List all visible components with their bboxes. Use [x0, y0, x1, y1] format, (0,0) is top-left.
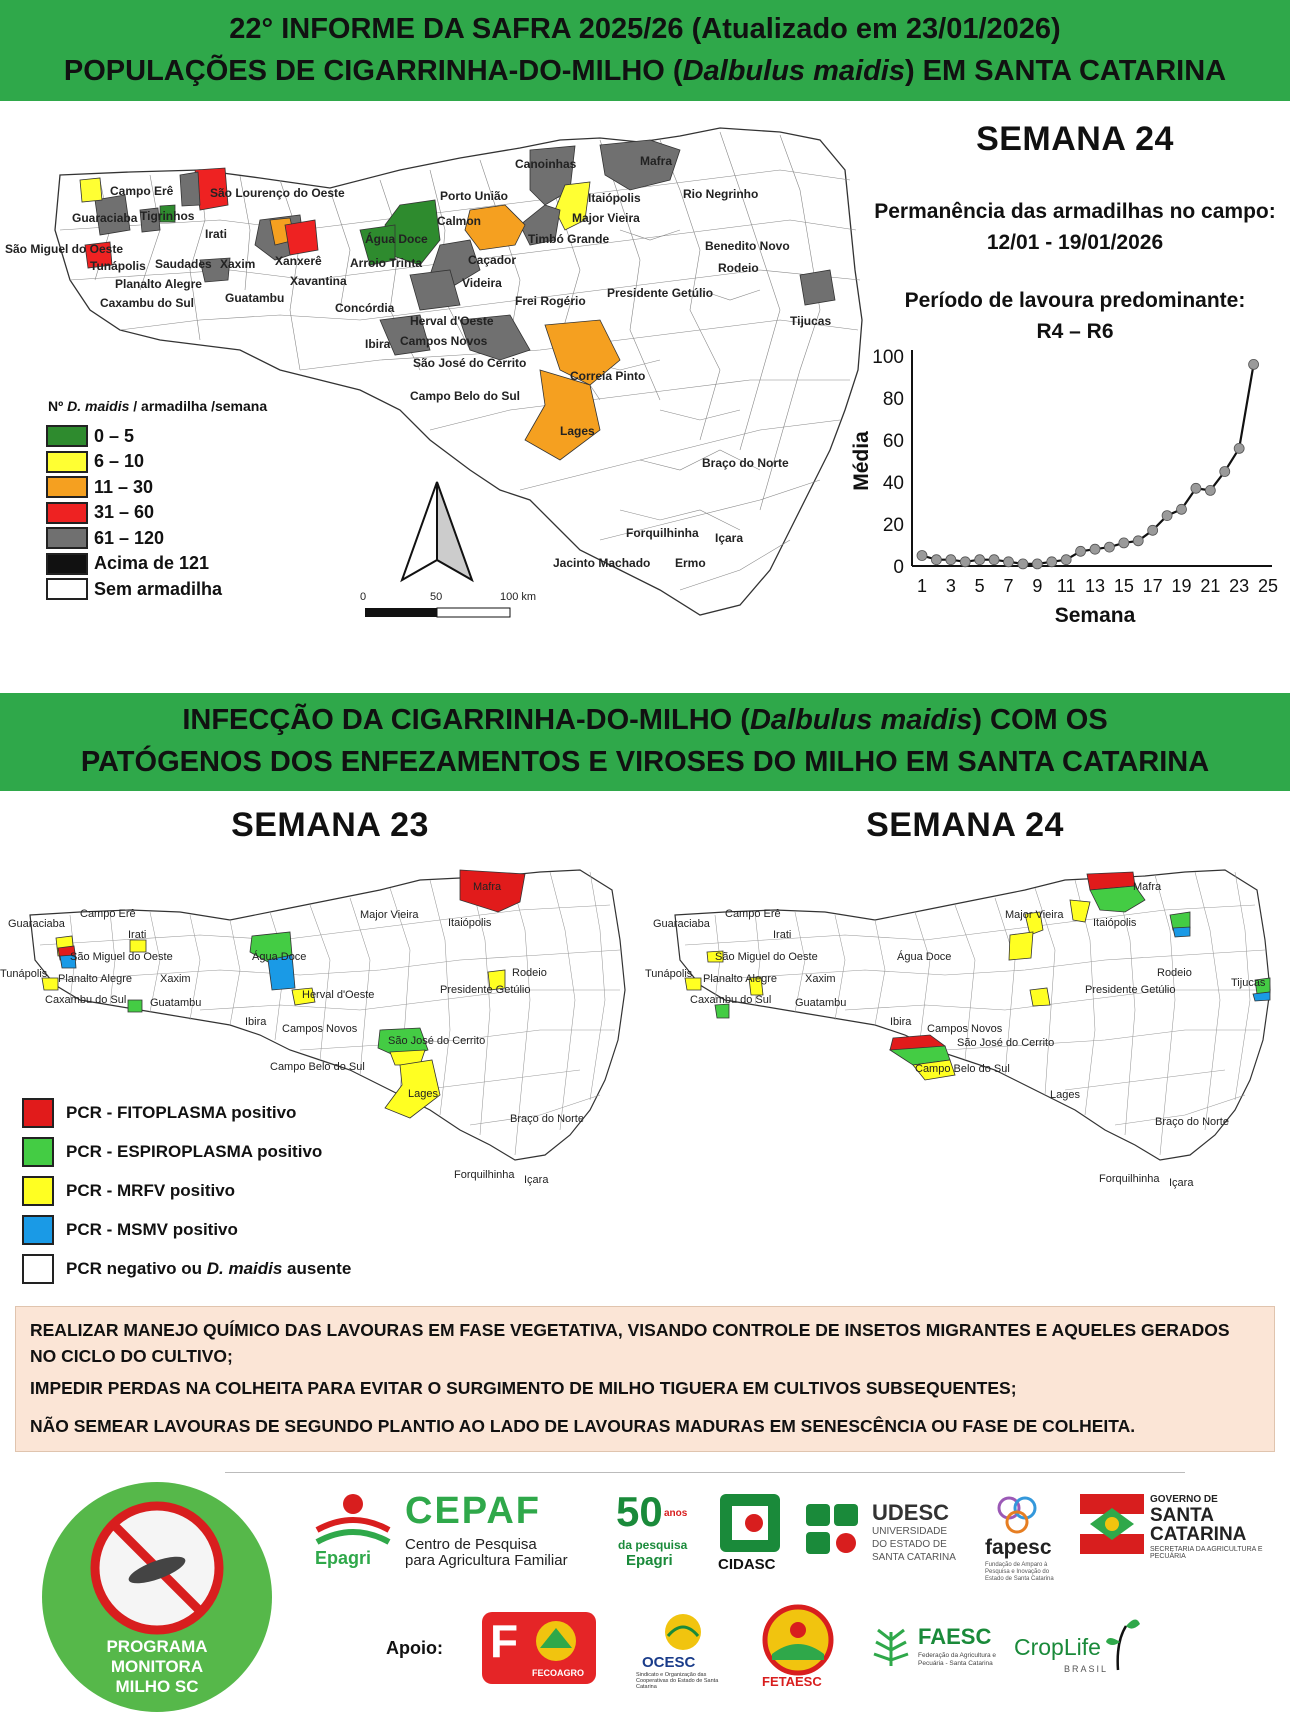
svg-text:Herval d'Oeste: Herval d'Oeste: [410, 314, 494, 328]
svg-text:Irati: Irati: [205, 227, 228, 241]
chart-data-point: [946, 555, 956, 565]
svg-text:Içara: Içara: [1169, 1177, 1194, 1189]
infection-map-week24: [645, 860, 1290, 1189]
report-subtitle: POPULAÇÕES DE CIGARRINHA-DO-MILHO (Dalbulus maidis) EM SANTA CATARINA: [63, 55, 1227, 87]
pcr-legend-item: [22, 1176, 235, 1206]
fapesc-text: fapesc: [985, 1536, 1052, 1559]
svg-text:Tigrinhos: Tigrinhos: [140, 209, 195, 223]
chart-data-point: [1032, 559, 1042, 569]
croplife-text: CropLife: [1014, 1634, 1101, 1660]
svg-text:São José do Cerrito: São José do Cerrito: [413, 356, 527, 370]
svg-text:Itaiópolis: Itaiópolis: [448, 917, 492, 929]
svg-text:Canoinhas: Canoinhas: [515, 157, 577, 171]
chart-y-tick-label: 20: [882, 515, 904, 536]
fapesc-brain-icon: [993, 1492, 1043, 1538]
population-legend-swatch: [46, 502, 88, 524]
population-legend-item: [46, 553, 209, 575]
chart-y-tick-label: 60: [882, 431, 904, 452]
svg-text:Irati: Irati: [773, 929, 792, 941]
sc-flag-icon: [1080, 1494, 1144, 1554]
chart-data-point: [1220, 467, 1230, 477]
pcr-legend-swatch: [22, 1215, 54, 1245]
population-legend-label: 11 – 30: [94, 476, 154, 497]
epagri-text: Epagri: [315, 1548, 372, 1568]
svg-text:Benedito Novo: Benedito Novo: [705, 239, 790, 253]
recommendation-3: NÃO SEMEAR LAVOURAS DE SEGUNDO PLANTIO AO LADO DE LAVOURAS MADURAS EM SENESCÊNCIA OU FASE DE COLHEITA.: [30, 1416, 1136, 1436]
svg-text:São Miguel do Oeste: São Miguel do Oeste: [70, 951, 173, 963]
cepaf-sub1: Centro de Pesquisa: [405, 1536, 537, 1553]
population-legend-label: Sem armadilha: [94, 578, 223, 599]
svg-text:Presidente Getúlio: Presidente Getúlio: [607, 286, 714, 300]
cidasc-mark-icon: [716, 1492, 784, 1554]
svg-text:Tunápolis: Tunápolis: [90, 259, 146, 273]
svg-text:São Miguel do Oeste: São Miguel do Oeste: [715, 951, 818, 963]
chart-data-point: [1104, 542, 1114, 552]
svg-text:Saudades: Saudades: [155, 257, 212, 271]
svg-text:Presidente Getúlio: Presidente Getúlio: [1085, 984, 1176, 996]
chart-x-tick-label: 13: [1084, 576, 1106, 596]
svg-text:Correia Pinto: Correia Pinto: [570, 369, 646, 383]
svg-text:Xavantina: Xavantina: [290, 274, 347, 288]
governo-sc-logo: [1080, 1494, 1280, 1564]
svg-text:Guatambu: Guatambu: [150, 997, 202, 1009]
pcr-label-negative: PCR negativo ou D. maidis ausente: [66, 1259, 352, 1278]
svg-text:Concórdia: Concórdia: [335, 301, 395, 315]
svg-text:Lages: Lages: [560, 424, 595, 438]
chart-data-point: [1004, 557, 1014, 567]
permanence-label: Permanência das armadilhas no campo:: [874, 200, 1276, 223]
svg-text:Içara: Içara: [715, 531, 744, 545]
chart-x-tick-label: 1: [916, 576, 928, 596]
population-week-title: SEMANA 24: [976, 120, 1174, 158]
svg-text:Campos Novos: Campos Novos: [927, 1023, 1003, 1035]
gov-text-d: SECRETARIA DA AGRICULTURA E PECUÁRIA: [1150, 1546, 1263, 1560]
chart-data-point: [1119, 538, 1129, 548]
svg-text:Caxambu do Sul: Caxambu do Sul: [690, 994, 772, 1006]
svg-text:Água Doce: Água Doce: [365, 232, 428, 246]
infection-title-line1: INFECÇÃO DA CIGARRINHA-DO-MILHO (Dalbulus maidis) COM OS: [182, 704, 1108, 736]
svg-text:Porto União: Porto União: [440, 189, 508, 203]
udesc-sub1: UNIVERSIDADE: [872, 1526, 948, 1537]
population-legend-label: 31 – 60: [94, 502, 155, 522]
header-banner: [0, 0, 1290, 101]
svg-text:Mafra: Mafra: [473, 881, 502, 893]
pcr-legend-negative: [22, 1254, 351, 1284]
svg-text:Campos Novos: Campos Novos: [282, 1023, 358, 1035]
svg-text:Arroio Trinta: Arroio Trinta: [350, 256, 423, 270]
svg-text:MILHO SC: MILHO SC: [115, 1677, 199, 1696]
epagri50-epagri: Epagri: [626, 1552, 673, 1569]
chart-data-point: [1234, 443, 1244, 453]
pcr-legend-swatch: [22, 1176, 54, 1206]
chart-data-point: [917, 551, 927, 561]
infection-title-line2: PATÓGENOS DOS ENFEZAMENTOS E VIROSES DO MILHO EM SANTA CATARINA: [80, 746, 1210, 778]
faesc-logo: [868, 1622, 1008, 1682]
svg-text:Água Doce: Água Doce: [897, 951, 952, 963]
svg-text:Forquilhinha: Forquilhinha: [454, 1169, 515, 1181]
svg-text:Presidente Getúlio: Presidente Getúlio: [440, 984, 531, 996]
svg-text:Calmon: Calmon: [437, 214, 482, 228]
ocesc-sub: Sindicato e Organização das Cooperativas do Estado de Santa Catarina: [636, 1672, 719, 1690]
pcr-legend-item: [22, 1137, 322, 1167]
svg-text:MONITORA: MONITORA: [110, 1657, 204, 1676]
svg-text:Mafra: Mafra: [1133, 881, 1162, 893]
chart-x-tick-label: 7: [1003, 576, 1014, 596]
population-legend-item: [46, 425, 134, 447]
svg-text:Itaiópolis: Itaiópolis: [1093, 917, 1137, 929]
fecoagro-f-icon: F: [490, 1615, 519, 1667]
weekly-average-chart: [840, 340, 1280, 640]
faesc-sub: Federação da Agricultura e Pecuária - Santa Catarina: [918, 1652, 997, 1667]
croplife-sprout-icon: [1102, 1612, 1142, 1672]
svg-text:Tunápolis: Tunápolis: [645, 968, 693, 980]
croplife-sub: BRASIL: [1064, 1664, 1109, 1674]
permanence-dates: 12/01 - 19/01/2026: [986, 231, 1164, 254]
svg-text:Planalto Alegre: Planalto Alegre: [115, 277, 202, 291]
svg-text:Guaraciaba: Guaraciaba: [72, 211, 138, 225]
faesc-text: FAESC: [918, 1624, 992, 1649]
population-legend-title: Nº D. maidis / armadilha /semana: [48, 398, 268, 414]
svg-text:Rodeio: Rodeio: [512, 967, 547, 979]
udesc-sub2: DO ESTADO DE: [872, 1539, 947, 1550]
chart-series-line: [922, 364, 1254, 564]
svg-text:Herval d'Oeste: Herval d'Oeste: [302, 989, 375, 1001]
svg-text:Braço do Norte: Braço do Norte: [510, 1113, 584, 1125]
fecoagro-logo: [482, 1612, 596, 1684]
population-legend-item: [46, 451, 144, 473]
gov-text-c: CATARINA: [1150, 1524, 1247, 1545]
fetaesc-logo: [756, 1604, 840, 1694]
svg-text:Itaiópolis: Itaiópolis: [588, 191, 641, 205]
svg-text:Tijucas: Tijucas: [790, 314, 832, 328]
population-legend-label: 0 – 5: [94, 425, 135, 446]
svg-text:Rio Negrinho: Rio Negrinho: [683, 187, 759, 201]
svg-text:Guatambu: Guatambu: [795, 997, 847, 1009]
svg-text:Braço do Norte: Braço do Norte: [702, 456, 789, 470]
north-arrow-icon: [402, 482, 472, 580]
chart-data-point: [975, 555, 985, 565]
chart-data-point: [1090, 544, 1100, 554]
chart-data-point: [989, 555, 999, 565]
period-value: R4 – R6: [1036, 320, 1114, 343]
population-legend-swatch: [46, 476, 88, 498]
population-legend-swatch: [46, 425, 88, 447]
svg-text:Campos Novos: Campos Novos: [400, 334, 488, 348]
cidasc-logo: [716, 1492, 784, 1582]
svg-text:São José do Cerrito: São José do Cerrito: [957, 1037, 1055, 1049]
chart-y-tick-label: 80: [882, 389, 904, 410]
svg-text:Planalto Alegre: Planalto Alegre: [58, 973, 132, 985]
pcr-legend-swatch: [22, 1098, 54, 1128]
permanence-info: [860, 196, 1290, 258]
apoio-label: Apoio:: [386, 1638, 443, 1658]
svg-text:Água Doce: Água Doce: [252, 951, 307, 963]
chart-data-point: [1162, 511, 1172, 521]
epagri-50-logo: [612, 1488, 694, 1572]
svg-text:Frei Rogério: Frei Rogério: [515, 294, 586, 308]
population-legend-label: Acima de 121: [94, 553, 210, 573]
svg-text:Guatambu: Guatambu: [225, 291, 285, 305]
chart-y-tick-label: 100: [872, 347, 904, 368]
pcr-legend-swatch: [22, 1137, 54, 1167]
population-legend-label: 61 – 120: [94, 527, 165, 548]
chart-data-point: [1249, 359, 1259, 369]
chart-x-tick-label: 21: [1200, 576, 1221, 596]
pcr-legend-item: [22, 1098, 296, 1128]
ocesc-logo: [636, 1612, 731, 1688]
svg-text:0: 0: [360, 591, 367, 603]
svg-text:Campo Erê: Campo Erê: [80, 908, 136, 920]
chart-x-tick-label: 5: [974, 576, 985, 596]
svg-text:Xaxim: Xaxim: [160, 973, 191, 985]
ocesc-text: OCESC: [642, 1654, 696, 1671]
week23-title: SEMANA 23: [231, 806, 429, 844]
fecoagro-emblem-icon: [526, 1618, 586, 1664]
svg-text:Rodeio: Rodeio: [718, 261, 759, 275]
svg-text:Guaraciaba: Guaraciaba: [653, 918, 710, 930]
svg-text:São Miguel do Oeste: São Miguel do Oeste: [5, 242, 124, 256]
svg-text:Major Vieira: Major Vieira: [360, 909, 419, 921]
fetaesc-emblem-icon: [756, 1604, 840, 1676]
week24-title: SEMANA 24: [866, 806, 1064, 844]
svg-text:Forquilhinha: Forquilhinha: [1099, 1173, 1160, 1185]
udesc-sub3: SANTA CATARINA: [872, 1552, 956, 1563]
cepaf-logo: [313, 1490, 593, 1570]
svg-text:Tunápolis: Tunápolis: [0, 968, 48, 980]
population-legend-item: [46, 502, 154, 524]
cepaf-sub2: para Agricultura Familiar: [405, 1552, 568, 1569]
population-legend-label: 6 – 10: [94, 451, 145, 471]
chart-data-point: [1061, 555, 1071, 565]
chart-x-axis-label: Semana: [1054, 604, 1136, 627]
infection-banner: [0, 693, 1290, 791]
chart-data-point: [1076, 546, 1086, 556]
svg-text:Tijucas: Tijucas: [1231, 977, 1266, 989]
chart-x-tick-label: 17: [1142, 576, 1163, 596]
epagri50-number: 50: [616, 1488, 663, 1535]
udesc-logo: [804, 1500, 974, 1570]
epagri50-caption: da pesquisa: [618, 1538, 688, 1552]
recommendations-box: [15, 1306, 1275, 1452]
svg-text:Lages: Lages: [408, 1088, 438, 1100]
population-legend-swatch: [46, 527, 88, 549]
report-title: 22° INFORME DA SAFRA 2025/26 (Atualizado em 23/01/2026): [229, 13, 1061, 45]
chart-data-point: [1191, 483, 1201, 493]
svg-text:Campo Erê: Campo Erê: [725, 908, 781, 920]
chart-x-tick-label: 23: [1229, 576, 1250, 596]
chart-x-tick-label: 3: [945, 576, 956, 596]
cidasc-text: CIDASC: [718, 1556, 776, 1573]
chart-x-tick-label: 15: [1113, 576, 1134, 596]
period-info: [860, 285, 1290, 347]
svg-text:Ibira: Ibira: [245, 1016, 267, 1028]
recommendation-2: IMPEDIR PERDAS NA COLHEITA PARA EVITAR O SURGIMENTO DE MILHO TIGUERA EM CULTIVOS SUBSEQUENTES;: [30, 1378, 1017, 1398]
chart-data-point: [960, 557, 970, 567]
svg-text:Videira: Videira: [462, 276, 502, 290]
chart-data-point: [1047, 557, 1057, 567]
pcr-swatch-negative: [22, 1254, 54, 1284]
fapesc-logo: [985, 1492, 1065, 1587]
chart-data-point: [1133, 536, 1143, 546]
population-legend-item: [46, 527, 164, 549]
svg-text:PROGRAMA: PROGRAMA: [106, 1637, 208, 1656]
chart-x-tick-label: 11: [1056, 576, 1076, 596]
chart-data-point: [931, 555, 941, 565]
svg-text:São Lourenço do Oeste: São Lourenço do Oeste: [210, 186, 345, 200]
svg-text:Campo Belo do Sul: Campo Belo do Sul: [270, 1061, 365, 1073]
svg-text:Campo Erê: Campo Erê: [110, 184, 174, 198]
population-legend-swatch: [46, 451, 88, 473]
chart-y-axis-label: Média: [850, 431, 873, 491]
svg-text:Ermo: Ermo: [675, 556, 706, 570]
cepaf-name: CEPAF: [405, 1490, 541, 1532]
svg-text:Jacinto Machado: Jacinto Machado: [553, 556, 651, 570]
chart-data-point: [1177, 504, 1187, 514]
svg-text:Braço do Norte: Braço do Norte: [1155, 1116, 1229, 1128]
fetaesc-text: FETAESC: [762, 1674, 822, 1689]
svg-text:Forquilhinha: Forquilhinha: [626, 526, 699, 540]
svg-text:Mafra: Mafra: [640, 154, 673, 168]
pcr-legend-item: [22, 1215, 238, 1245]
svg-text:Campo Belo do Sul: Campo Belo do Sul: [915, 1063, 1010, 1075]
svg-text:Lages: Lages: [1050, 1089, 1080, 1101]
svg-text:Rodeio: Rodeio: [1157, 967, 1192, 979]
svg-text:Xanxerê: Xanxerê: [275, 254, 322, 268]
ocesc-mark-icon: [658, 1612, 708, 1652]
svg-text:Caxambu do Sul: Caxambu do Sul: [100, 296, 195, 310]
population-legend-item: [46, 476, 153, 498]
svg-text:Campo Belo do Sul: Campo Belo do Sul: [410, 389, 521, 403]
svg-text:Timbó Grande: Timbó Grande: [528, 232, 610, 246]
chart-x-tick-label: 9: [1032, 576, 1043, 596]
pcr-legend-label: PCR - FITOPLASMA positivo: [66, 1103, 297, 1122]
chart-data-point: [1148, 525, 1158, 535]
fecoagro-text: FECOAGRO: [532, 1668, 585, 1678]
svg-text:100 km: 100 km: [500, 591, 537, 603]
gov-text-a: GOVERNO DE: [1150, 1494, 1218, 1505]
svg-text:Major Vieira: Major Vieira: [1005, 909, 1064, 921]
population-legend-swatch: [46, 553, 88, 575]
gov-text-b: SANTA: [1150, 1505, 1215, 1526]
faesc-leaf-icon: [868, 1622, 914, 1668]
chart-data-point: [1018, 559, 1028, 569]
scale-bar: [360, 591, 536, 617]
udesc-mark-icon: [804, 1500, 860, 1560]
population-legend-item: [46, 578, 222, 600]
chart-y-tick-label: 0: [893, 557, 904, 578]
svg-text:São José do Cerrito: São José do Cerrito: [388, 1035, 486, 1047]
croplife-logo: [1014, 1612, 1144, 1682]
recommendation-1: REALIZAR MANEJO QUÍMICO DAS LAVOURAS EM FASE VEGETATIVA, VISANDO CONTROLE DE INSETOS MIGRANTES E AQUELES GERADOS NO CICLO DO CULTIVO;: [30, 1320, 1230, 1366]
footer-divider: [225, 1472, 1185, 1473]
svg-text:50: 50: [430, 591, 443, 603]
chart-data-point: [1205, 485, 1215, 495]
svg-text:Ibira: Ibira: [365, 337, 391, 351]
udesc-text: UDESC: [872, 1500, 950, 1525]
svg-text:Caxambu do Sul: Caxambu do Sul: [45, 994, 127, 1006]
period-label: Período de lavoura predominante:: [904, 289, 1246, 312]
svg-text:Ibira: Ibira: [890, 1016, 912, 1028]
svg-text:Içara: Içara: [524, 1174, 549, 1186]
pcr-legend-label: PCR - MSMV positivo: [66, 1220, 238, 1239]
chart-y-tick-label: 40: [882, 473, 904, 494]
fapesc-sub: Fundação de Amparo à Pesquisa e Inovação do Estado de Santa Catarina: [985, 1562, 1054, 1582]
svg-text:Caçador: Caçador: [468, 253, 517, 267]
svg-text:Guaraciaba: Guaraciaba: [8, 918, 65, 930]
pcr-legend-label: PCR - MRFV positivo: [66, 1181, 236, 1200]
svg-text:Irati: Irati: [128, 929, 147, 941]
population-legend-swatch: [46, 578, 88, 600]
svg-text:Xaxim: Xaxim: [805, 973, 836, 985]
program-monitora-logo: [40, 1480, 275, 1715]
svg-text:Planalto Alegre: Planalto Alegre: [703, 973, 777, 985]
svg-text:Major Vieira: Major Vieira: [572, 211, 640, 225]
pcr-legend-label: PCR - ESPIROPLASMA positivo: [66, 1142, 323, 1161]
chart-x-tick-label: 19: [1171, 576, 1192, 596]
epagri50-anos: anos: [664, 1508, 688, 1519]
chart-x-tick-label: 25: [1257, 576, 1279, 596]
svg-text:Xaxim: Xaxim: [220, 257, 256, 271]
